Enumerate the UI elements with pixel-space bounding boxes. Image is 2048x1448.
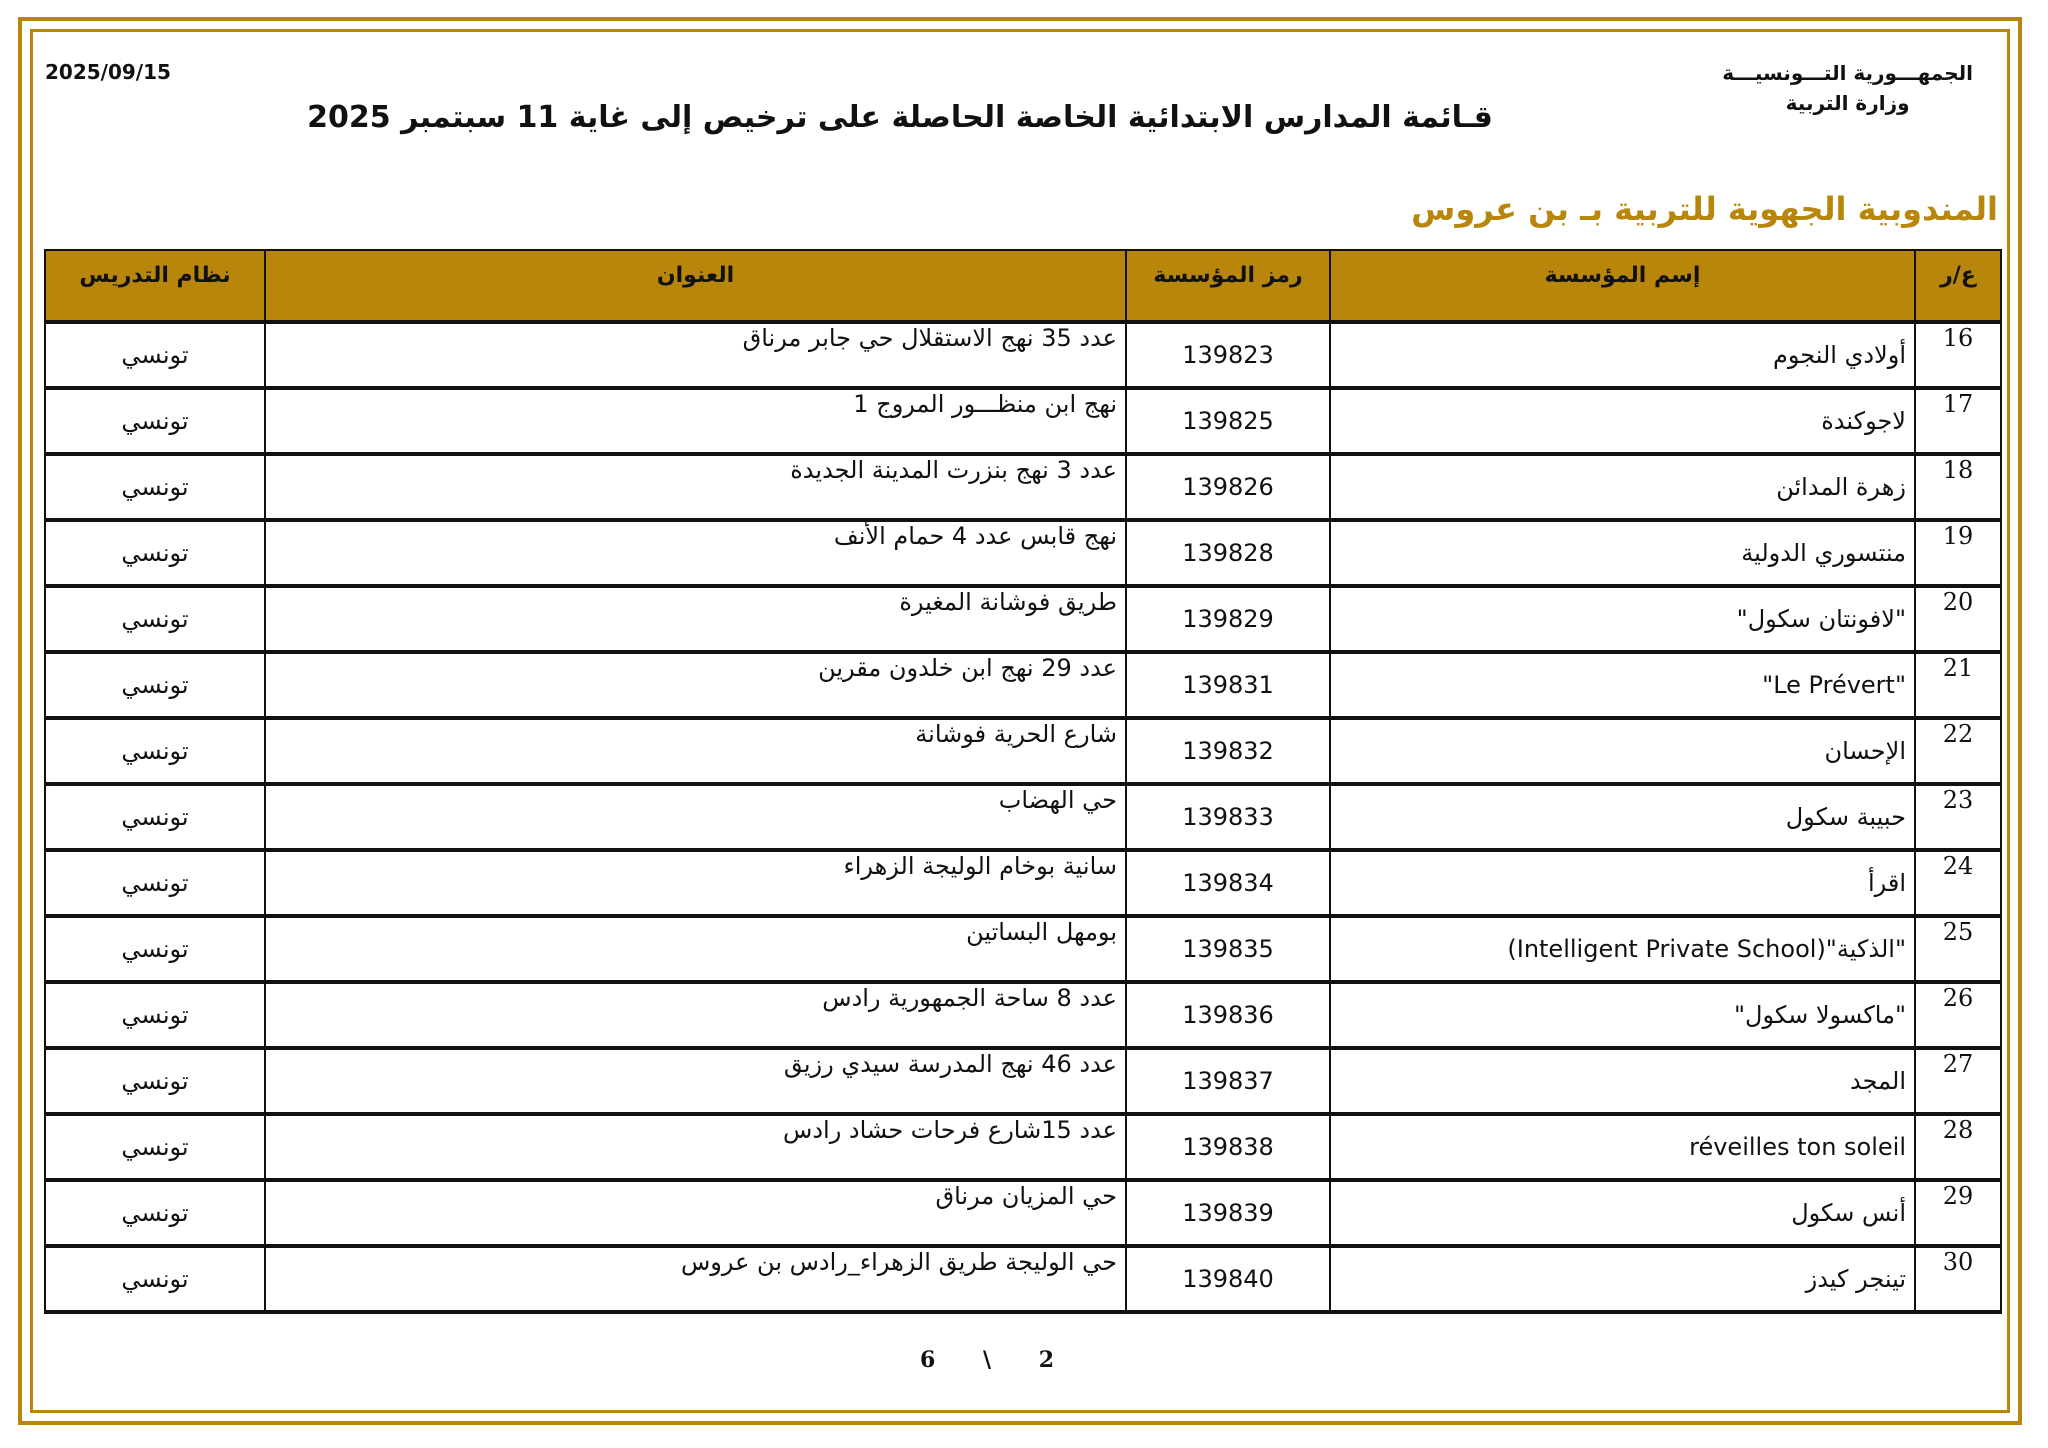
header-country-block	[1722, 58, 1973, 118]
cell-code: 139823	[1126, 322, 1330, 388]
cell-code: 139839	[1126, 1180, 1330, 1246]
cell-address: عدد 3 نهج بنزرت المدينة الجديدة	[265, 454, 1126, 520]
country-name: الجمهـــورية التـــونسيـــة	[1722, 61, 1973, 85]
ministry-name: وزارة التربية	[1785, 91, 1910, 115]
table-row	[45, 916, 2001, 982]
cell-num: 29	[1915, 1180, 2001, 1246]
col-header-system: نظام التدريس	[45, 250, 265, 322]
cell-num: 30	[1915, 1246, 2001, 1312]
cell-code: 139836	[1126, 982, 1330, 1048]
page-total: 6	[920, 1347, 936, 1373]
cell-name: "ماكسولا سكول"	[1330, 982, 1915, 1048]
table-row	[45, 1246, 2001, 1312]
cell-num: 23	[1915, 784, 2001, 850]
page-separator: \	[982, 1347, 992, 1373]
cell-code: 139837	[1126, 1048, 1330, 1114]
cell-system: تونسي	[45, 520, 265, 586]
cell-system: تونسي	[45, 1180, 265, 1246]
page-number	[900, 1347, 1074, 1373]
cell-address: عدد 15شارع فرحات حشاد رادس	[265, 1114, 1126, 1180]
cell-name: "الذكية"(Intelligent Private School)	[1330, 916, 1915, 982]
cell-code: 139834	[1126, 850, 1330, 916]
table-row	[45, 520, 2001, 586]
cell-system: تونسي	[45, 454, 265, 520]
table-row	[45, 454, 2001, 520]
table-row	[45, 718, 2001, 784]
cell-system: تونسي	[45, 718, 265, 784]
col-header-num: ع/ر	[1915, 250, 2001, 322]
cell-system: تونسي	[45, 652, 265, 718]
cell-num: 28	[1915, 1114, 2001, 1180]
cell-address: عدد 46 نهج المدرسة سيدي رزيق	[265, 1048, 1126, 1114]
cell-code: 139825	[1126, 388, 1330, 454]
cell-name: تينجر كيدز	[1330, 1246, 1915, 1312]
cell-num: 19	[1915, 520, 2001, 586]
cell-num: 26	[1915, 982, 2001, 1048]
schools-table	[44, 249, 2002, 1314]
document-date: 2025/09/15	[45, 60, 171, 84]
cell-address: نهج ابن منظـــور المروج 1	[265, 388, 1126, 454]
cell-code: 139833	[1126, 784, 1330, 850]
cell-system: تونسي	[45, 1246, 265, 1312]
table-row	[45, 388, 2001, 454]
table-row	[45, 652, 2001, 718]
cell-system: تونسي	[45, 916, 265, 982]
cell-name: أولادي النجوم	[1330, 322, 1915, 388]
cell-name: المجد	[1330, 1048, 1915, 1114]
table-row	[45, 322, 2001, 388]
cell-system: تونسي	[45, 1114, 265, 1180]
cell-num: 20	[1915, 586, 2001, 652]
cell-code: 139828	[1126, 520, 1330, 586]
cell-code: 139832	[1126, 718, 1330, 784]
cell-address: سانية بوخام الوليجة الزهراء	[265, 850, 1126, 916]
cell-address: طريق فوشانة المغيرة	[265, 586, 1126, 652]
table-row	[45, 1048, 2001, 1114]
cell-name: أنس سكول	[1330, 1180, 1915, 1246]
cell-name: "Le Prévert"	[1330, 652, 1915, 718]
cell-code: 139831	[1126, 652, 1330, 718]
cell-num: 27	[1915, 1048, 2001, 1114]
cell-name: الإحسان	[1330, 718, 1915, 784]
cell-num: 21	[1915, 652, 2001, 718]
cell-code: 139835	[1126, 916, 1330, 982]
cell-num: 22	[1915, 718, 2001, 784]
cell-name: réveilles ton soleil	[1330, 1114, 1915, 1180]
page-current: 2	[1038, 1347, 1055, 1373]
cell-address: عدد 29 نهج ابن خلدون مقرين	[265, 652, 1126, 718]
cell-name: لاجوكندة	[1330, 388, 1915, 454]
cell-address: شارع الحرية فوشانة	[265, 718, 1126, 784]
cell-name: حبيبة سكول	[1330, 784, 1915, 850]
cell-name: اقرأ	[1330, 850, 1915, 916]
cell-num: 25	[1915, 916, 2001, 982]
col-header-name: إسم المؤسسة	[1330, 250, 1915, 322]
cell-system: تونسي	[45, 982, 265, 1048]
cell-system: تونسي	[45, 1048, 265, 1114]
cell-address: عدد 8 ساحة الجمهورية رادس	[265, 982, 1126, 1048]
cell-address: عدد 35 نهج الاستقلال حي جابر مرناق	[265, 322, 1126, 388]
cell-num: 17	[1915, 388, 2001, 454]
cell-num: 16	[1915, 322, 2001, 388]
cell-system: تونسي	[45, 388, 265, 454]
cell-num: 24	[1915, 850, 2001, 916]
cell-name: زهرة المدائن	[1330, 454, 1915, 520]
cell-name: "لافونتان سكول"	[1330, 586, 1915, 652]
cell-code: 139840	[1126, 1246, 1330, 1312]
table-header-row	[45, 250, 2001, 322]
cell-code: 139826	[1126, 454, 1330, 520]
table-row	[45, 1180, 2001, 1246]
cell-system: تونسي	[45, 586, 265, 652]
cell-address: حي المزيان مرناق	[265, 1180, 1126, 1246]
table-row	[45, 586, 2001, 652]
document-title: قـائمة المدارس الابتدائية الخاصة الحاصلة على ترخيص إلى غاية 11 سبتمبر 2025	[307, 100, 1493, 135]
cell-num: 18	[1915, 454, 2001, 520]
cell-system: تونسي	[45, 850, 265, 916]
cell-code: 139838	[1126, 1114, 1330, 1180]
table-row	[45, 982, 2001, 1048]
col-header-code: رمز المؤسسة	[1126, 250, 1330, 322]
cell-name: منتسوري الدولية	[1330, 520, 1915, 586]
cell-address: بومهل البساتين	[265, 916, 1126, 982]
col-header-address: العنوان	[265, 250, 1126, 322]
cell-system: تونسي	[45, 322, 265, 388]
cell-code: 139829	[1126, 586, 1330, 652]
table-row	[45, 1114, 2001, 1180]
table-row	[45, 784, 2001, 850]
table-row	[45, 850, 2001, 916]
region-heading: المندوبية الجهوية للتربية بـ بن عروس	[1411, 190, 1998, 228]
cell-system: تونسي	[45, 784, 265, 850]
cell-address: حي الوليجة طريق الزهراء_رادس بن عروس	[265, 1246, 1126, 1312]
cell-address: نهج قابس عدد 4 حمام الأنف	[265, 520, 1126, 586]
cell-address: حي الهضاب	[265, 784, 1126, 850]
